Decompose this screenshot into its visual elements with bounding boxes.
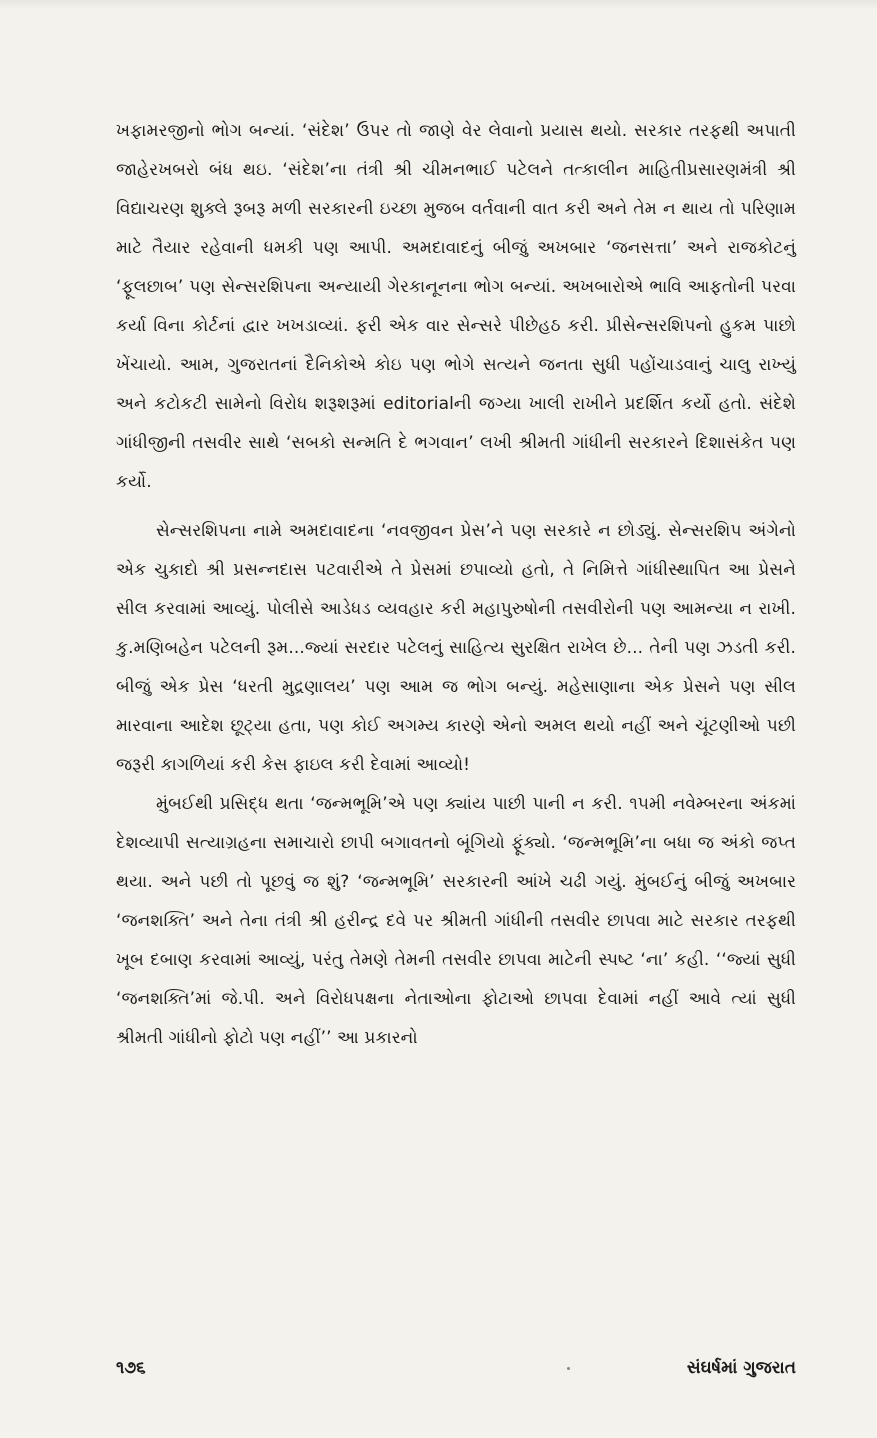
paragraph-1: ખફામરજીનો ભોગ બન્યાં. ‘સંદેશ’ ઉપર તો જાણે વેર લેવાનો પ્રયાસ થયો. સરકાર તરફથી અપાતી જાહેરખબરો બંધ થઇ. ‘સંદેશ’ના તંત્રી શ્રી ચીમનભાઈ પટેલને તત્કાલીન માહિતીપ્રસારણમંત્રી શ્રી વિદ્યાચરણ શુક્લે રૂબરૂ મળી સરકારની ઇચ્છા મુજબ વર્તવાની વાત કરી અને તેમ ન થાય તો પરિણામ માટે તૈયાર રહેવાની ધમકી પણ આપી. અમદાવાદનું બીજું અખબાર ‘જનસત્તા’ અને રાજકોટનું ‘ફૂલછાબ’ પણ સેન્સરશિપના અન્યાયી ગેરકાનૂનના ભોગ બન્યાં. અખબારોએ ભાવિ આફતોની પરવા કર્યા વિના કોર્ટનાં દ્વાર ખખડાવ્યાં. ફરી એક વાર સેન્સરે પીછેહઠ કરી. પ્રીસેન્સરશિપનો હુકમ પાછો ખેંચાયો. આમ, ગુજરાતનાં દૈનિકોએ કોઇ પણ ભોગે સત્યને જનતા સુધી પહોંચાડવાનું ચાલુ રાખ્યું અને કટોકટી સામેનો વિરોધ શરૂશરૂમાં editorialની જગ્યા ખાલી રાખીને પ્રદર્શિત કર્યો હતો. સંદેશે ગાંધીજીની તસવીર સાથે ‘સબકો સન્મતિ દે ભગવાન’ લખી શ્રીમતી ગાંધીની સરકારને દિશાસંકેત પણ કર્યો. [116,121,796,492]
paragraph-3: મુંબઈથી પ્રસિદ્ધ થતા ‘જન્મભૂમિ’એ પણ ક્યાંય પાછી પાની ન કરી. ૧૫મી નવેમ્બરના અંકમાં દેશવ્યાપી સત્યાગ્રહના સમાચારો છાપી બગાવતનો બૂંગિયો ફૂંક્યો. ‘જન્મભૂમિ’ના બધા જ અંકો જપ્ત થયા. અને પછી તો પૂછવું જ શું? ‘જન્મભૂમિ’ સરકારની આંખે ચઢી ગયું. મુંબઈનું બીજું અખબાર ‘જનશક્તિ’ અને તેના તંત્રી શ્રી હરીન્દ્ર દવે પર શ્રીમતી ગાંધીની તસવીર છાપવા માટે સરકાર તરફથી ખૂબ દબાણ કરવામાં આવ્યું, પરંતુ તેમણે તેમની તસવીર છાપવા માટેની સ્પષ્ટ ‘ના’ કહી. ‘‘જ્યાં સુધી ‘જનશક્તિ’માં જે.પી. અને વિરોધપક્ષના નેતાઓના ફોટાઓ છાપવા દેવામાં નહીં આવે ત્યાં સુધી શ્રીમતી ગાંધીનો ફોટો પણ નહીં’’ આ પ્રકારનો [116,794,796,1048]
page-footer [116,1358,796,1378]
running-title: સંઘર્ષમાં ગુજરાત [686,1358,796,1378]
body-text [116,112,796,1058]
page-number: ૧૭૬ [116,1358,146,1378]
paragraph-2: સેન્સરશિપના નામે અમદાવાદના ‘નવજીવન પ્રેસ’ને પણ સરકારે ન છોડ્યું. સેન્સરશિપ અંગેનો એક ચુકાદો શ્રી પ્રસન્નદાસ પટવારીએ તે પ્રેસમાં છપાવ્યો હતો, તે નિમિત્તે ગાંધીસ્થાપિત આ પ્રેસને સીલ કરવામાં આવ્યું. પોલીસે આડેધડ વ્યવહાર કરી મહાપુરુષોની તસવીરોની પણ આમન્યા ન રાખી. કુ.મણિબહેન પટેલની રૂમ...જ્યાં સરદાર પટેલનું સાહિત્ય સુરક્ષિત રાખેલ છે... તેની પણ ઝડતી કરી. બીજું એક પ્રેસ ‘ધરતી મુદ્રણાલય’ પણ આમ જ ભોગ બન્યું. મહેસાણાના એક પ્રેસને પણ સીલ મારવાના આદેશ છૂટ્યા હતા, પણ કોઈ અગમ્ય કારણે એનો અમલ થયો નહીં અને ચૂંટણીઓ પછી જરૂરી કાગળિયાં કરી કેસ ફાઇલ કરી દેવામાં આવ્યો! [116,521,796,775]
